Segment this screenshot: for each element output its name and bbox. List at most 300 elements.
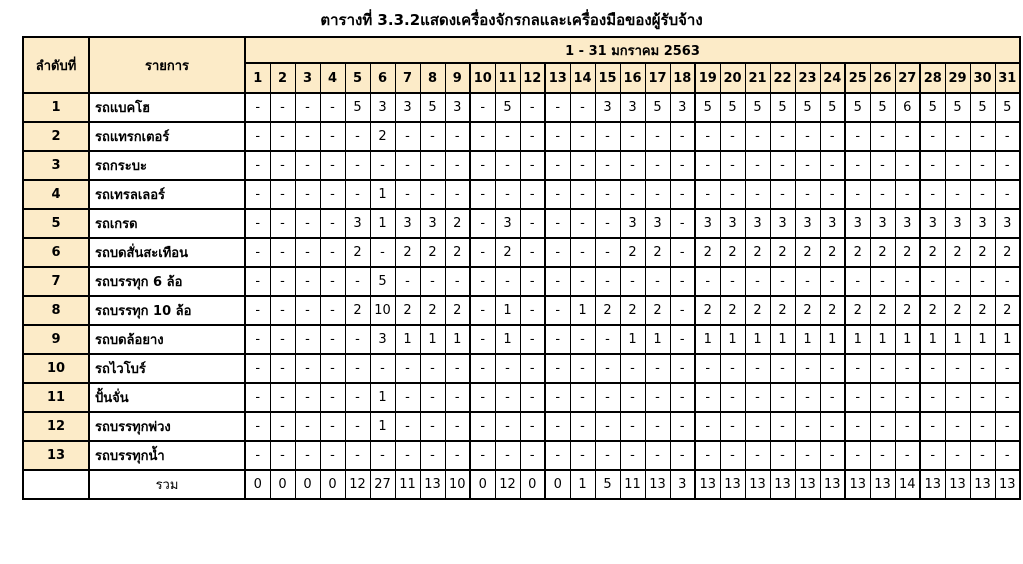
data-cell: - (545, 180, 570, 209)
day-header-cell: 21 (745, 63, 770, 93)
data-cell: 1 (920, 325, 945, 354)
data-cell: - (620, 267, 645, 296)
day-header-cell: 2 (270, 63, 295, 93)
data-cell: - (545, 296, 570, 325)
data-cell: - (945, 412, 970, 441)
table-row (23, 325, 1020, 354)
data-cell: - (920, 122, 945, 151)
data-cell: 3 (595, 93, 620, 122)
data-cell: 2 (995, 296, 1020, 325)
day-header-cell: 19 (695, 63, 720, 93)
day-header-cell: 31 (995, 63, 1020, 93)
data-cell: - (495, 383, 520, 412)
data-cell: 3 (395, 209, 420, 238)
data-cell: - (520, 93, 545, 122)
data-cell: - (720, 122, 745, 151)
data-cell: - (845, 267, 870, 296)
data-cell: - (570, 354, 595, 383)
data-cell: - (370, 238, 395, 267)
data-cell: - (470, 122, 495, 151)
data-cell: - (470, 180, 495, 209)
data-cell: - (795, 383, 820, 412)
data-cell: - (270, 122, 295, 151)
data-cell: 3 (695, 209, 720, 238)
data-cell: 2 (695, 296, 720, 325)
data-cell: 3 (745, 209, 770, 238)
footer-total-cell: 13 (420, 470, 445, 499)
equipment-table (22, 36, 1021, 500)
data-cell: 3 (720, 209, 745, 238)
data-cell: - (795, 122, 820, 151)
data-cell: - (895, 354, 920, 383)
footer-total-cell: 27 (370, 470, 395, 499)
row-name-cell: รถบดล้อยาง (89, 325, 245, 354)
data-cell: - (820, 383, 845, 412)
data-cell: - (870, 383, 895, 412)
data-cell: - (495, 180, 520, 209)
data-cell: - (295, 441, 320, 470)
row-no-cell: 10 (23, 354, 89, 383)
data-cell: - (920, 354, 945, 383)
data-cell: - (620, 441, 645, 470)
data-cell: 1 (445, 325, 470, 354)
table-row (23, 354, 1020, 383)
data-cell: 2 (820, 238, 845, 267)
data-cell: 2 (395, 296, 420, 325)
data-cell: - (320, 354, 345, 383)
data-cell: - (320, 238, 345, 267)
data-cell: - (645, 151, 670, 180)
data-cell: - (720, 383, 745, 412)
data-cell: - (920, 412, 945, 441)
footer-total-cell: 13 (795, 470, 820, 499)
data-cell: 2 (795, 296, 820, 325)
data-cell: - (820, 267, 845, 296)
table-row (23, 412, 1020, 441)
footer-no-cell (23, 470, 89, 499)
data-cell: - (570, 412, 595, 441)
footer-total-cell: 13 (695, 470, 720, 499)
footer-total-cell: 13 (770, 470, 795, 499)
data-cell: - (570, 441, 595, 470)
data-cell: - (270, 383, 295, 412)
data-cell: - (670, 238, 695, 267)
data-cell: - (845, 383, 870, 412)
data-cell: - (420, 151, 445, 180)
row-no-cell: 12 (23, 412, 89, 441)
data-cell: - (620, 383, 645, 412)
footer-total-cell: 13 (845, 470, 870, 499)
data-cell: - (445, 267, 470, 296)
data-cell: - (320, 209, 345, 238)
data-cell: - (495, 412, 520, 441)
data-cell: - (245, 296, 270, 325)
data-cell: - (820, 122, 845, 151)
data-cell: 3 (970, 209, 995, 238)
data-cell: 2 (720, 296, 745, 325)
data-cell: - (970, 180, 995, 209)
data-cell: - (995, 122, 1020, 151)
day-header-cell: 11 (495, 63, 520, 93)
data-cell: - (270, 238, 295, 267)
day-header-cell: 25 (845, 63, 870, 93)
data-cell: - (495, 122, 520, 151)
data-cell: 2 (920, 296, 945, 325)
data-cell: - (395, 354, 420, 383)
day-header-cell: 20 (720, 63, 745, 93)
data-cell: - (345, 267, 370, 296)
data-cell: - (520, 354, 545, 383)
data-cell: - (695, 151, 720, 180)
data-cell: 2 (720, 238, 745, 267)
data-cell: - (470, 383, 495, 412)
data-cell: - (420, 180, 445, 209)
table-row (23, 441, 1020, 470)
data-cell: - (595, 325, 620, 354)
data-cell: - (520, 209, 545, 238)
data-cell: - (695, 267, 720, 296)
data-cell: 2 (870, 238, 895, 267)
data-cell: - (870, 441, 895, 470)
data-cell: - (270, 441, 295, 470)
data-cell: - (320, 180, 345, 209)
data-cell: - (645, 383, 670, 412)
data-cell: - (970, 441, 995, 470)
data-cell: - (520, 267, 545, 296)
data-cell: 1 (820, 325, 845, 354)
data-cell: 3 (895, 209, 920, 238)
data-cell: - (795, 412, 820, 441)
data-cell: - (370, 151, 395, 180)
data-cell: - (595, 354, 620, 383)
data-cell: - (395, 180, 420, 209)
footer-total-cell: 5 (595, 470, 620, 499)
day-header-cell: 15 (595, 63, 620, 93)
row-name-cell: รถเทรลเลอร์ (89, 180, 245, 209)
data-cell: - (345, 354, 370, 383)
data-cell: 2 (970, 238, 995, 267)
day-header-cell: 30 (970, 63, 995, 93)
data-cell: - (645, 441, 670, 470)
data-cell: 1 (395, 325, 420, 354)
data-cell: 1 (570, 296, 595, 325)
data-cell: - (645, 354, 670, 383)
data-cell: 1 (370, 412, 395, 441)
data-cell: - (670, 296, 695, 325)
data-cell: 3 (770, 209, 795, 238)
data-cell: - (245, 383, 270, 412)
data-cell: 2 (370, 122, 395, 151)
footer-total-cell: 0 (270, 470, 295, 499)
data-cell: - (395, 122, 420, 151)
footer-total-cell: 0 (320, 470, 345, 499)
data-cell: 5 (970, 93, 995, 122)
footer-total-cell: 0 (245, 470, 270, 499)
data-cell: 5 (845, 93, 870, 122)
row-no-cell: 1 (23, 93, 89, 122)
data-cell: - (945, 122, 970, 151)
day-header-cell: 10 (470, 63, 495, 93)
data-cell: - (670, 412, 695, 441)
data-cell: - (320, 151, 345, 180)
data-cell: 2 (745, 238, 770, 267)
data-cell: 5 (920, 93, 945, 122)
data-cell: - (270, 209, 295, 238)
data-cell: - (720, 267, 745, 296)
data-cell: - (570, 93, 595, 122)
data-cell: - (420, 354, 445, 383)
data-cell: - (595, 122, 620, 151)
data-cell: - (545, 383, 570, 412)
data-cell: - (345, 383, 370, 412)
footer-label: รวม (89, 470, 245, 499)
data-cell: 1 (495, 325, 520, 354)
day-header-cell: 16 (620, 63, 645, 93)
data-cell: - (670, 151, 695, 180)
table-row (23, 296, 1020, 325)
data-cell: - (845, 412, 870, 441)
data-cell: - (470, 209, 495, 238)
data-cell: - (920, 267, 945, 296)
data-cell: - (570, 122, 595, 151)
header-row-period (23, 37, 1020, 63)
data-cell: - (545, 267, 570, 296)
data-cell: - (295, 180, 320, 209)
data-cell: - (895, 180, 920, 209)
data-cell: - (295, 383, 320, 412)
day-header-cell: 22 (770, 63, 795, 93)
data-cell: - (595, 383, 620, 412)
data-cell: 2 (820, 296, 845, 325)
data-cell: - (970, 354, 995, 383)
day-header-cell: 7 (395, 63, 420, 93)
data-cell: - (245, 122, 270, 151)
data-cell: - (695, 354, 720, 383)
data-cell: 1 (870, 325, 895, 354)
data-cell: - (945, 354, 970, 383)
data-cell: - (945, 180, 970, 209)
data-cell: 1 (370, 209, 395, 238)
row-name-cell: รถบดสั่นสะเทือน (89, 238, 245, 267)
data-cell: - (595, 238, 620, 267)
data-cell: - (795, 441, 820, 470)
data-cell: - (895, 441, 920, 470)
data-cell: - (995, 383, 1020, 412)
footer-total-cell: 13 (945, 470, 970, 499)
data-cell: - (445, 383, 470, 412)
footer-total-cell: 13 (870, 470, 895, 499)
data-cell: - (720, 412, 745, 441)
data-cell: - (770, 383, 795, 412)
data-cell: - (870, 267, 895, 296)
data-cell: - (670, 122, 695, 151)
data-cell: - (495, 354, 520, 383)
data-cell: - (720, 441, 745, 470)
table-body (23, 93, 1020, 470)
data-cell: 2 (445, 296, 470, 325)
data-cell: 3 (620, 93, 645, 122)
data-cell: - (845, 180, 870, 209)
data-cell: - (420, 441, 445, 470)
data-cell: - (545, 151, 570, 180)
data-cell: - (270, 412, 295, 441)
day-header-cell: 6 (370, 63, 395, 93)
footer-total-cell: 11 (620, 470, 645, 499)
data-cell: - (395, 267, 420, 296)
data-cell: - (445, 441, 470, 470)
row-name-cell: รถกระบะ (89, 151, 245, 180)
day-header-cell: 28 (920, 63, 945, 93)
data-cell: 2 (420, 296, 445, 325)
data-cell: - (870, 412, 895, 441)
data-cell: - (320, 267, 345, 296)
data-cell: - (370, 354, 395, 383)
data-cell: 2 (770, 296, 795, 325)
data-cell: - (970, 122, 995, 151)
data-cell: - (295, 209, 320, 238)
data-cell: - (470, 325, 495, 354)
data-cell: 2 (870, 296, 895, 325)
data-cell: 5 (795, 93, 820, 122)
header-period: 1 - 31 มกราคม 2563 (245, 37, 1020, 63)
data-cell: - (995, 180, 1020, 209)
row-no-cell: 11 (23, 383, 89, 412)
data-cell: 2 (495, 238, 520, 267)
data-cell: - (695, 412, 720, 441)
data-cell: - (670, 209, 695, 238)
data-cell: - (945, 267, 970, 296)
day-header-cell: 23 (795, 63, 820, 93)
data-cell: - (395, 383, 420, 412)
data-cell: 2 (345, 238, 370, 267)
data-cell: - (545, 122, 570, 151)
data-cell: - (820, 441, 845, 470)
table-title: ตารางที่ 3.3.2แสดงเครื่องจักรกลและเครื่องมือของผู้รับจ้าง (320, 11, 703, 29)
data-cell: - (445, 354, 470, 383)
day-header-cell: 1 (245, 63, 270, 93)
table-row (23, 209, 1020, 238)
footer-total-cell: 0 (295, 470, 320, 499)
footer-total-cell: 13 (820, 470, 845, 499)
data-cell: 1 (845, 325, 870, 354)
row-name-cell: รถบรรทุกพ่วง (89, 412, 245, 441)
row-name-cell: รถบรรทุก 10 ล้อ (89, 296, 245, 325)
data-cell: 3 (845, 209, 870, 238)
data-cell: 2 (770, 238, 795, 267)
footer-total-cell: 0 (470, 470, 495, 499)
day-header-cell: 17 (645, 63, 670, 93)
data-cell: - (270, 180, 295, 209)
footer-total-cell: 14 (895, 470, 920, 499)
data-cell: - (545, 441, 570, 470)
day-header-cell: 27 (895, 63, 920, 93)
data-cell: 1 (370, 180, 395, 209)
data-cell: - (720, 151, 745, 180)
data-cell: - (545, 354, 570, 383)
data-cell: - (670, 267, 695, 296)
data-cell: 1 (945, 325, 970, 354)
footer-total-cell: 0 (520, 470, 545, 499)
data-cell: - (495, 151, 520, 180)
data-cell: - (395, 151, 420, 180)
table-footer (23, 470, 1020, 499)
row-no-cell: 7 (23, 267, 89, 296)
data-cell: - (945, 441, 970, 470)
data-cell: - (820, 412, 845, 441)
row-no-cell: 4 (23, 180, 89, 209)
data-cell: 3 (870, 209, 895, 238)
data-cell: - (920, 180, 945, 209)
data-cell: 3 (620, 209, 645, 238)
data-cell: - (520, 151, 545, 180)
data-cell: - (945, 383, 970, 412)
data-cell: 5 (645, 93, 670, 122)
day-header-cell: 12 (520, 63, 545, 93)
data-cell: - (770, 412, 795, 441)
day-header-cell: 9 (445, 63, 470, 93)
data-cell: - (295, 151, 320, 180)
data-cell: - (895, 122, 920, 151)
data-cell: - (670, 354, 695, 383)
footer-total-cell: 12 (495, 470, 520, 499)
table-row (23, 93, 1020, 122)
data-cell: - (595, 267, 620, 296)
data-cell: - (770, 180, 795, 209)
data-cell: - (795, 180, 820, 209)
data-cell: 3 (445, 93, 470, 122)
data-cell: - (970, 412, 995, 441)
header-no: ลำดับที่ (23, 37, 89, 93)
data-cell: 3 (395, 93, 420, 122)
row-name-cell: รถเกรด (89, 209, 245, 238)
day-header-cell: 3 (295, 63, 320, 93)
data-cell: 2 (620, 296, 645, 325)
data-cell: - (720, 180, 745, 209)
data-cell: - (695, 180, 720, 209)
data-cell: - (245, 151, 270, 180)
data-cell: 1 (370, 383, 395, 412)
data-cell: - (745, 122, 770, 151)
data-cell: 2 (845, 238, 870, 267)
data-cell: - (645, 412, 670, 441)
data-cell: 1 (420, 325, 445, 354)
data-cell: 2 (345, 296, 370, 325)
data-cell: - (745, 383, 770, 412)
data-cell: 2 (795, 238, 820, 267)
table-row (23, 122, 1020, 151)
data-cell: - (895, 383, 920, 412)
data-cell: - (945, 151, 970, 180)
data-cell: 6 (895, 93, 920, 122)
data-cell: - (445, 412, 470, 441)
data-cell: - (695, 383, 720, 412)
data-cell: 5 (995, 93, 1020, 122)
data-cell: - (770, 354, 795, 383)
data-cell: - (620, 151, 645, 180)
data-cell: - (970, 151, 995, 180)
data-cell: - (470, 441, 495, 470)
data-cell: - (745, 354, 770, 383)
data-cell: - (645, 267, 670, 296)
row-name-cell: รถบรรทุก 6 ล้อ (89, 267, 245, 296)
data-cell: - (420, 383, 445, 412)
data-cell: - (995, 412, 1020, 441)
data-cell: - (320, 383, 345, 412)
data-cell: - (995, 354, 1020, 383)
data-cell: - (245, 441, 270, 470)
data-cell: - (445, 151, 470, 180)
data-cell: - (395, 412, 420, 441)
